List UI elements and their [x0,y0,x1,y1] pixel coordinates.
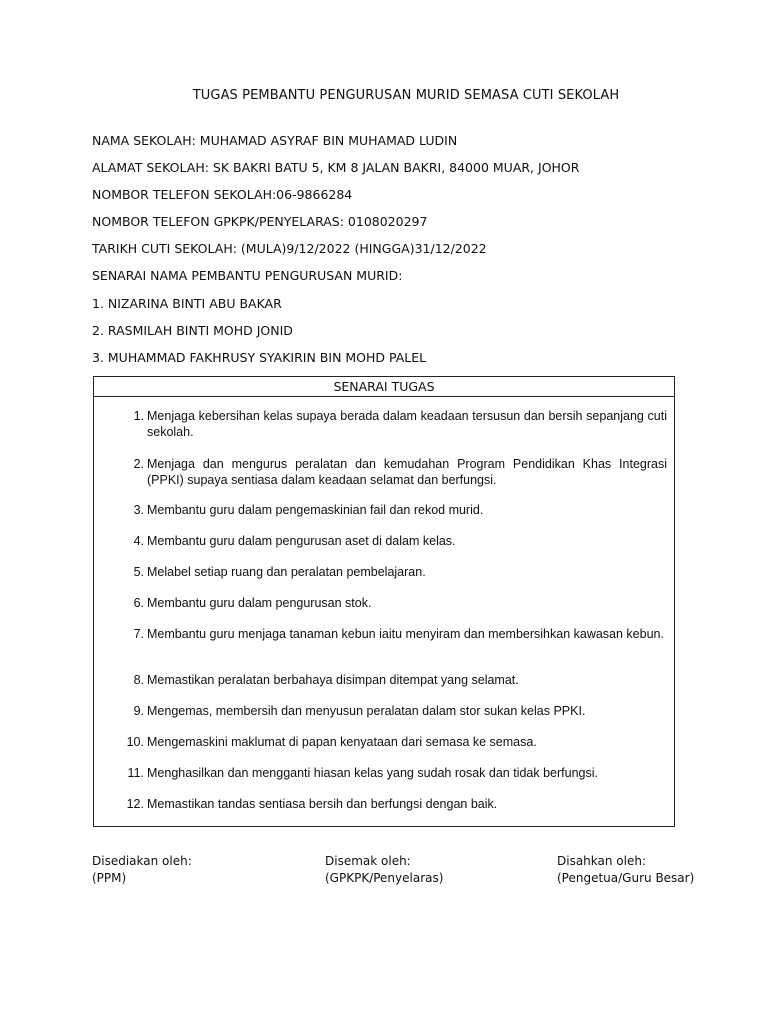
task-table-header: SENARAI TUGAS [94,377,674,397]
holiday-dates: TARIKH CUTI SEKOLAH: (MULA)9/12/2022 (HINGGA)31/12/2022 [92,241,487,256]
signature-label: Disahkan oleh: [557,854,647,868]
coordinator-phone: NOMBOR TELEFON GPKPK/PENYELARAS: 0108020297 [92,214,428,229]
task-number: 1. [133,409,144,423]
task-text: Memastikan tandas sentiasa bersih dan berfungsi dengan baik. [147,797,498,811]
document-title: TUGAS PEMBANTU PENGURUSAN MURID SEMASA CUTI SEKOLAH [192,88,620,103]
task-table [93,376,675,827]
helper-1: 1. NIZARINA BINTI ABU BAKAR [92,296,282,311]
signature-label: Disemak oleh: [325,854,411,868]
signature-approved [557,853,694,887]
task-text: Menghasilkan dan mengganti hiasan kelas yang sudah rosak dan tidak berfungsi. [147,766,598,780]
task-number: 10. [126,735,144,749]
task-number: 11. [127,766,144,780]
signature-role: (GPKPK/Penyelaras) [325,871,444,885]
task-text: Mengemaskini maklumat di papan kenyataan dari semasa ke semasa. [147,735,537,749]
task-text: Mengemas, membersih dan menyusun peralatan dalam stor sukan kelas PPKI. [147,704,586,718]
signature-role: (Pengetua/Guru Besar) [557,871,695,885]
task-number: 3. [133,503,144,517]
task-number: 12. [126,797,144,811]
signature-checked [325,853,443,887]
task-number: 8. [133,673,144,687]
task-text: Menjaga dan mengurus peralatan dan kemudahan Program Pendidikan Khas Integrasi (PPKI) supaya sentiasa dalam keadaan selamat dan berfungsi. [147,457,667,487]
task-number: 6. [133,596,144,610]
task-text: Memastikan peralatan berbahaya disimpan ditempat yang selamat. [147,673,519,687]
task-text: Menjaga kebersihan kelas supaya berada dalam keadaan tersusun dan bersih sepanjang cuti sekolah. [147,409,667,439]
task-text: Melabel setiap ruang dan peralatan pembelajaran. [147,565,426,579]
signature-role: (PPM) [92,871,127,885]
school-phone: NOMBOR TELEFON SEKOLAH:06-9866284 [92,187,353,202]
school-address: ALAMAT SEKOLAH: SK BAKRI BATU 5, KM 8 JALAN BAKRI, 84000 MUAR, JOHOR [92,160,580,175]
task-text: Membantu guru menjaga tanaman kebun iaitu menyiram dan membersihkan kawasan kebun. [147,627,664,641]
helper-3: 3. MUHAMMAD FAKHRUSY SYAKIRIN BIN MOHD PALEL [92,350,427,365]
task-text: Membantu guru dalam pengurusan stok. [147,596,372,610]
task-text: Membantu guru dalam pengemaskinian fail dan rekod murid. [147,503,484,517]
helper-2: 2. RASMILAH BINTI MOHD JONID [92,323,293,338]
task-number: 2. [133,457,144,471]
task-number: 7. [133,627,144,641]
task-text: Membantu guru dalam pengurusan aset di dalam kelas. [147,534,456,548]
school-name: NAMA SEKOLAH: MUHAMAD ASYRAF BIN MUHAMAD LUDIN [92,133,458,148]
task-number: 5. [133,565,144,579]
task-number: 9. [133,704,144,718]
signature-label: Disediakan oleh: [92,854,192,868]
helpers-heading: SENARAI NAMA PEMBANTU PENGURUSAN MURID: [92,268,403,283]
task-number: 4. [133,534,144,548]
signature-prepared [92,853,192,887]
